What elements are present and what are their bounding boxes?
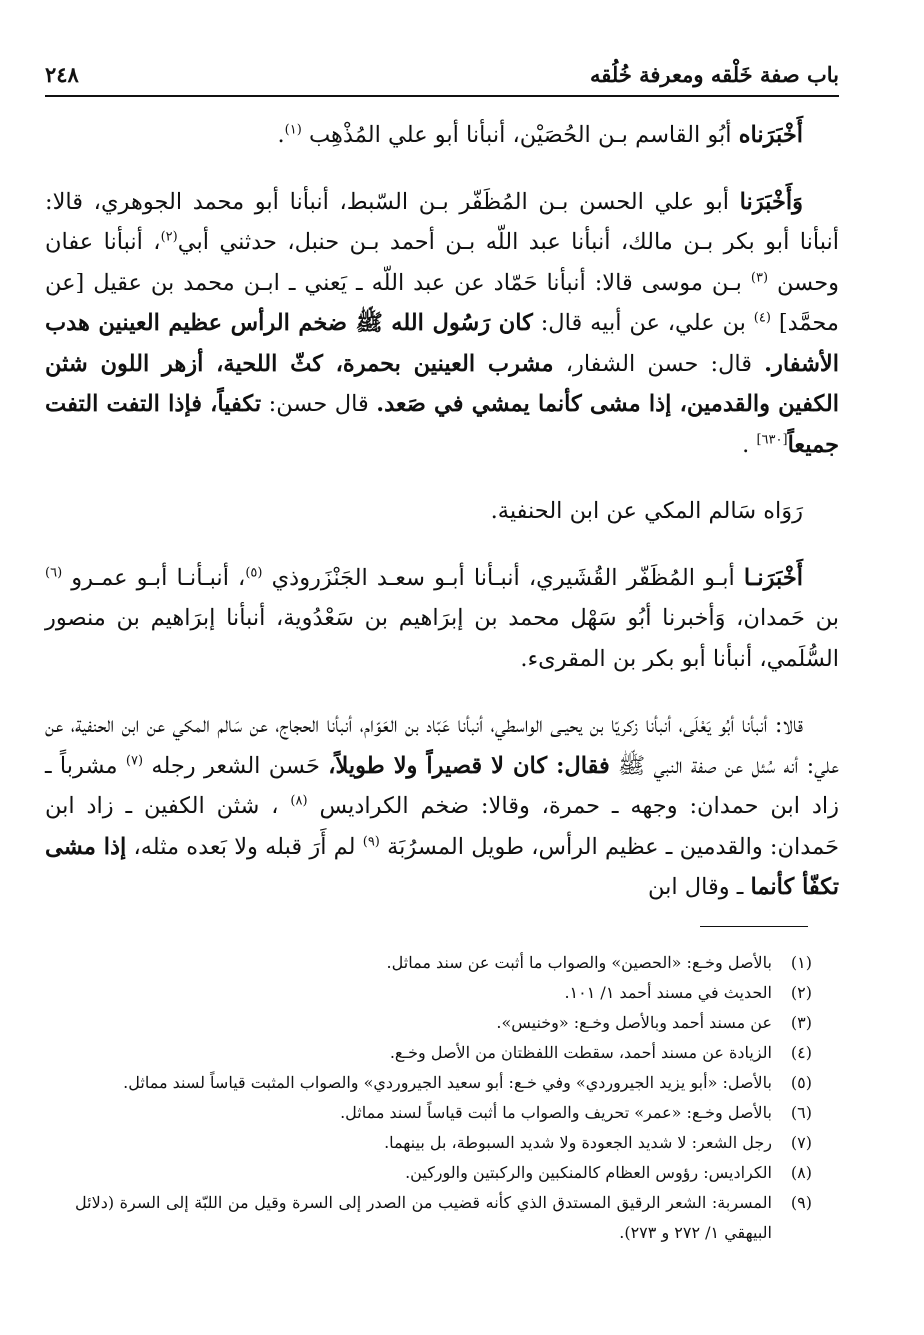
footnote-number: (٥) [790,1073,812,1092]
footnote-item [75,948,812,978]
footnote-ref: (٩) [362,834,380,849]
footnote-item [75,1098,812,1128]
footnote-ref: (٥) [245,565,263,580]
paragraph-4 [45,558,839,680]
paragraph-text: قالا: أنبأنا أبُو يَعْلَى، أنبأنا زكريّا بن يحيـى الواسطي، أنبأنا عَبّاد بن العَوّام، أنبأنا الحجاج، عن سَالم المكي عن ابن الحنفية، عن علي: أنه سُئل عن صفة النبي ﷺ [45,712,839,779]
paragraph-text: مشرباً ـ زاد ابن حمدان: وجهه ـ حمرة، وقالا: ضخم الكراديس [45,752,840,819]
footnote-text: بالأصل وخـع: «عمر» تحريف والصواب ما أثبت قياساً لسند مماثل. [340,1103,772,1122]
footnote-text: رجل الشعر: لا شديد الجعودة ولا شديد السبوطة، بل بينهما. [384,1133,772,1152]
footnote-item [75,1158,812,1188]
footnote-number: (٣) [790,1013,812,1032]
paragraph-3 [45,491,839,532]
paragraph-tail: . [742,431,750,458]
footnote-item [75,978,812,1008]
footnote-number: (١) [790,953,812,972]
footnote-text: عن مسند أحمد وبالأصل وخـع: «وخنيس». [496,1013,772,1032]
paragraph-text: قال حسن: [268,391,369,417]
paragraph-text: رَوَاه سَالم المكي عن ابن الحنفية. [490,498,803,524]
footnotes [75,948,812,1248]
footnote-item [75,1068,812,1098]
footnote-ref: (٤) [753,310,771,326]
paragraph-text: أبُو القاسم بـن الحُصَيْن، أنبأنا أبو علي المُذْهِب [308,122,732,148]
footnote-item [75,1128,812,1158]
paragraph-text: بن حَمدان، وَأخبرنا أبُو سَهْل محمد بن إبرَاهيم بن سَعْدُوية، أنبأنا إبرَاهيم بن منصور السُّلَمي، أنبأنا أبو بكر بن المقرىء. [45,605,839,672]
footnote-number: (٧) [790,1133,812,1152]
paragraph-tail: . [277,122,285,148]
running-header [45,58,839,98]
footnote-number: (٤) [790,1043,812,1062]
paragraph-text: بن علي، عن أبيه قال: [540,310,746,336]
chapter-title: باب صفة خَلْقه ومعرفة خُلُقه [589,62,839,87]
main-text [45,115,839,924]
hadith-text: فقال: كان لا قصيراً ولا طويلاً، [328,752,610,779]
footnote-rule [700,926,808,927]
footnote-text: الحديث في مسند أحمد ١/ ١٠١. [564,983,772,1002]
footnote-number: (٦) [790,1103,812,1122]
footnote-text: بالأصل: «أبو يزيد الجيروردي» وفي خـع: أبو سعيد الجيروردي» والصواب المثبت قياساً لسند مماثل. [123,1073,772,1092]
footnote-ref: (٢) [160,229,178,245]
footnote-ref: (٧) [125,753,144,768]
paragraph-2 [45,182,839,466]
page-number: ٢٤٨ [45,62,79,87]
paragraph-lead: وَأَخْبَرَنا [739,188,803,215]
paragraph-text: قال: حسن الشفار، [565,350,753,377]
footnote-item [75,1008,812,1038]
paragraph-1 [45,115,839,156]
paragraph-text: لم أَرَ قبله ولا بَعده مثله، [133,833,356,860]
paragraph-lead: أَخْبَرَنـا [743,564,803,591]
footnote-ref: (١) [284,122,302,138]
paragraph-text: أبو علي الحسن بـن المُظَفّر بـن السّبط، أنبأنا أبو محمد الجوهري، قالا: أنبأنا أبو بكر بـن مالك، أنبأنا عبد اللّه بـن أحمد بـن حنبل، حدثني أبي [45,188,840,255]
hadith-text: إذا مشى تكفّأ كأنما [45,833,839,900]
footnote-text: الزيادة عن مسند أحمد، سقطت اللفظتان من الأصل وخـع. [389,1043,772,1062]
footnote-ref: (٦) [45,565,63,580]
paragraph-text: بـن موسى قالا: أنبأنا حَمّاد عن عبد اللّه ـ يَعني ـ ابـن محمد بن عقيل [عن محمَّد] [45,269,839,336]
paragraph-text: ، شثن الكفين ـ زاد ابن حَمدان: والقدمين ـ عظيم الرأس، طويل المسرُبَة [45,793,839,860]
footnote-number: (٢) [790,983,812,1002]
hadith-number: [٦٣٠] [756,432,788,447]
paragraph-text: حَسن الشعر رجله [151,752,320,779]
hadith-text: مشرب العينين بحمرة، كثّ اللحية، أزهر اللون شثن الكفين والقدمين، إذا مشى كأنما يمشي في صَعد. [45,350,839,417]
paragraph-text: أبـو المُظَفّر القُشَيري، أنبـأنا أبـو سعـد الجَنْزَروذي [271,564,735,591]
footnote-number: (٩) [790,1193,812,1212]
paragraph-lead: أَخْبَرَناه [738,122,803,148]
footnote-ref: (٣) [750,270,769,285]
hadith-text: تكفياً، فإذا التفت التفت جميعاً [45,391,839,458]
hadith-text: كان رَسُول الله ﷺ ضخم الرأس عظيم العينين هدب الأشفار. [45,310,840,377]
footnote-text: الكراديس: رؤوس العظام كالمنكبين والركبتين والوركين. [405,1163,772,1182]
footnote-item [75,1038,812,1068]
footnote-ref: (٨) [290,793,308,809]
footnote-item [75,1188,812,1248]
paragraph-text: ، أنبأنا عفان وحسن [45,229,840,296]
header-rule [45,95,839,97]
paragraph-text: ، أنبـأنـا أبـو عمـرو [71,564,246,591]
footnote-text: المسربة: الشعر الرقيق المستدق الذي كأنه قضيب من الصدر إلى السرة وقيل من اللبّة إلى السرة (دلائل البيهقي ١/ ٢٧٢ و ٢٧٣). [75,1193,772,1242]
footnote-text: بالأصل وخـع: «الحصين» والصواب ما أثبت عن سند مماثل. [386,953,772,972]
paragraph-5 [45,705,839,908]
footnote-number: (٨) [790,1163,812,1182]
paragraph-text: ـ وقال ابن [648,874,744,900]
